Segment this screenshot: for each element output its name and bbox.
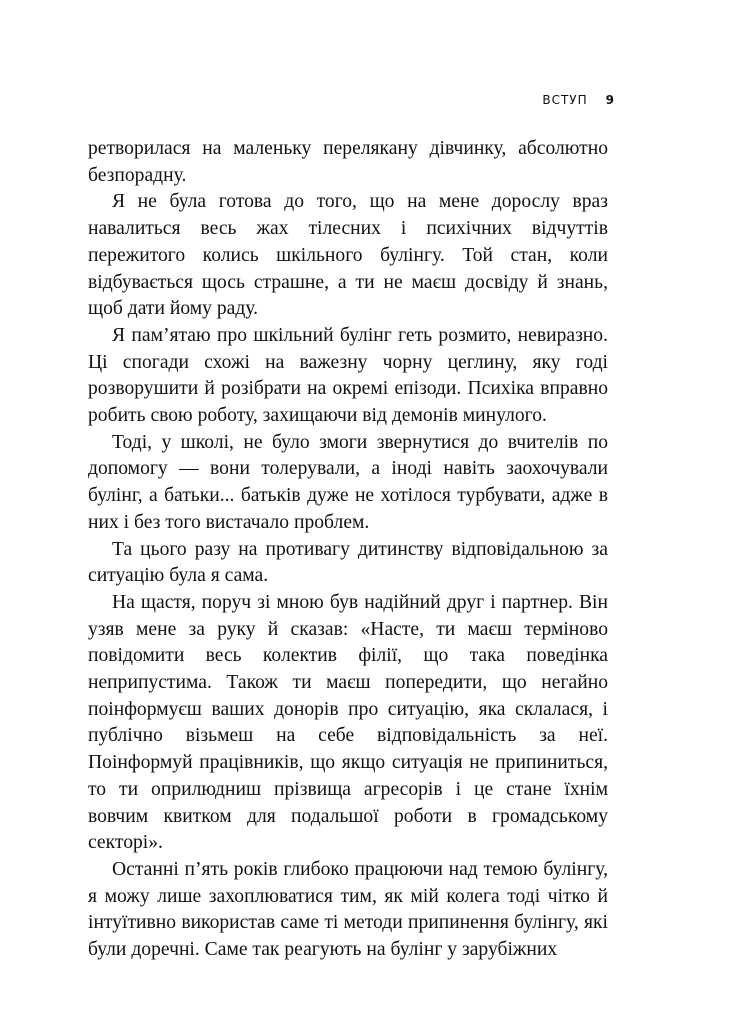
paragraph: Я пам’ятаю про шкільний булінг геть розмито, невиразно. Ці спогади схожі на важезну чорну цеглину, яку годі розворушити й розібрати на окремі епізоди. Психіка вправно робить свою роботу, захищаючи від демонів минулого. bbox=[88, 324, 608, 427]
body-text bbox=[88, 136, 608, 964]
paragraph: Та цього разу на противагу дитинству відповідальною за ситуацію була я сама. bbox=[88, 538, 608, 587]
page-number: 9 bbox=[605, 93, 614, 107]
running-header bbox=[542, 93, 614, 107]
paragraph: Я не була готова до того, що на мене дорослу враз навалиться весь жах тілесних і психічних відчуттів пережитого колись шкільного булінгу. Той стан, коли відбувається щось страшне, а ти не маєш досвіду й знань, щоб дати йому раду. bbox=[88, 191, 608, 320]
paragraph-continued: ретворилася на маленьку перелякану дівчинку, абсолютно безпорадну. bbox=[88, 138, 608, 186]
paragraph: На щастя, поруч зі мною був надійний друг і партнер. Він узяв мене за руку й сказав: «Насте, ти маєш терміново повідомити весь колектив філії, що така поведінка неприпустима. Також ти маєш попередити, що негайно поінформуєш ваших донорів про ситуацію, яка склалася, і публічно візьмеш на себе відповідальність за неї. Поінформуй працівників, що якщо ситуація не припиниться, то ти оприлюдниш прізвища агресорів і це стане їхнім вовчим квитком для подальшої роботи в громадському секторі». bbox=[88, 591, 608, 854]
paragraph: Тоді, у школі, не було змоги звернутися до вчителів по допомогу — вони толерували, а іноді навіть заохочували булінг, а батьки... батьків дуже не хотілося турбувати, адже в них і без того вистачало проблем. bbox=[88, 431, 608, 533]
section-title: ВСТУП bbox=[542, 93, 588, 107]
paragraph: Останні п’ять років глибоко працюючи над темою булінгу, я можу лише захоплюватися тим, як мій колега тоді чітко й інтуїтивно використав саме ті методи припинення булінгу, які були доречні. Саме так реагують на булінг у зарубіжних bbox=[88, 858, 608, 961]
